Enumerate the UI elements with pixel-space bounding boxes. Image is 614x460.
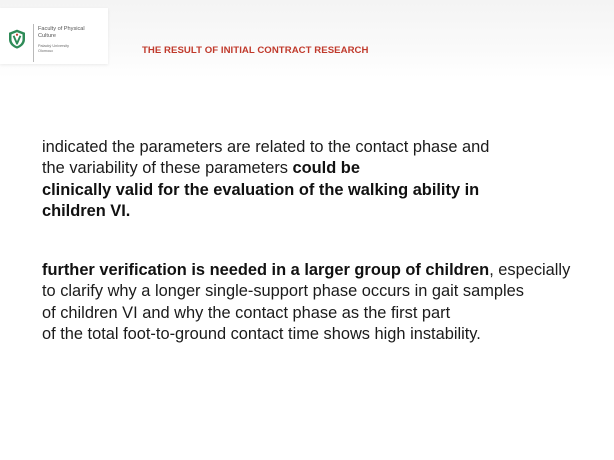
text-segment: , especially: [489, 261, 571, 279]
faculty-name-line2: Culture: [38, 33, 57, 39]
text-line: indicated the parameters are related to the contact phase and: [42, 138, 490, 156]
bold-text-segment: further verification is needed in a larger group of children: [42, 261, 490, 279]
text-line: [42, 201, 614, 222]
university-name-line1: Palacký University: [38, 44, 70, 48]
text-line: [42, 158, 614, 179]
text-line: [42, 260, 614, 281]
bold-text-segment: could be: [292, 159, 360, 178]
text-line: of children VI and why the contact phase as the first part: [42, 303, 451, 322]
university-emblem-icon: [8, 29, 26, 49]
bold-text-segment: children VI.: [42, 202, 131, 221]
faculty-logo: [0, 8, 108, 64]
text-line: to clarify why a longer single-support phase occurs in gait samples: [42, 282, 524, 301]
text-segment: the variability of these parameters: [42, 159, 293, 178]
faculty-name-line1: Faculty of Physical: [38, 26, 85, 32]
logo-divider: [33, 24, 34, 62]
slide-title: THE RESULT OF INITIAL CONTRACT RESEARCH: [142, 45, 369, 56]
text-line: of the total foot-to-ground contact time shows high instability.: [42, 325, 481, 344]
paragraph-further-verification: [42, 260, 614, 346]
text-line: [42, 180, 614, 201]
university-name-line2: Olomouc: [38, 49, 54, 53]
paragraph-conclusion: [42, 137, 614, 223]
bold-text-segment: clinically valid for the evaluation of the walking ability in: [42, 180, 480, 199]
